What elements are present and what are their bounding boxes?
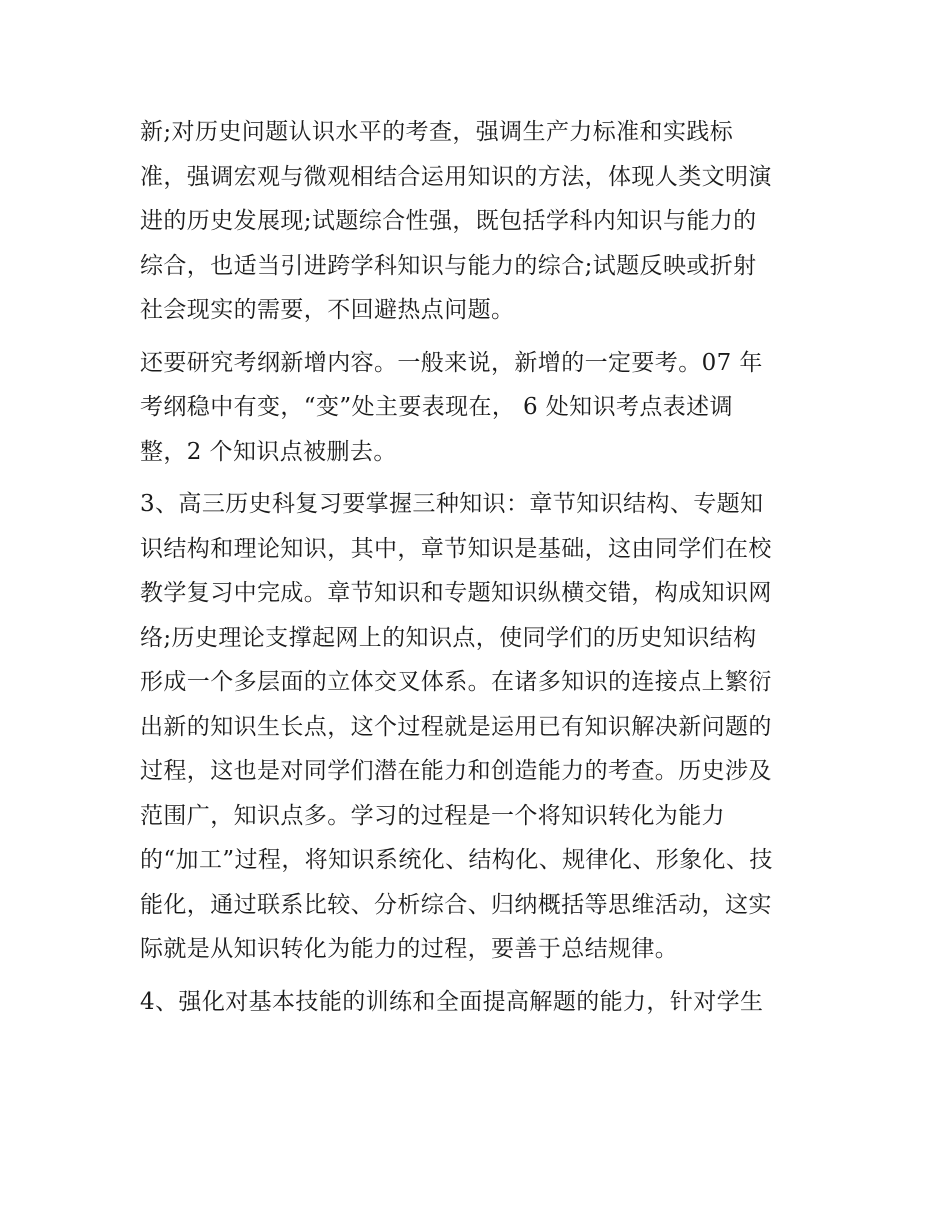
- text-line: 还要研究考纲新增内容。一般来说，新增的一定要考。07 年: [140, 349, 763, 376]
- paragraph-gap: [140, 474, 820, 482]
- text-line: 形成一个多层面的立体交叉体系。在诸多知识的连接点上繁衍: [140, 669, 772, 695]
- text-line: 能化，通过联系比较、分析综合、归纳概括等思维活动，这实: [140, 891, 772, 918]
- paragraph-gap: [140, 972, 820, 980]
- text-line: 的“加工”过程，将知识系统化、结构化、规律化、形象化、技: [140, 847, 773, 873]
- text-line: 3、高三历史科复习要掌握三种知识：章节知识结构、专题知: [140, 491, 764, 517]
- text-line: 络;历史理论支撑起网上的知识点，使同学们的历史知识结构: [140, 624, 757, 651]
- text-line: 考纲稳中有变，“变”处主要表现在， 6 处知识考点表述调: [140, 394, 733, 420]
- text-line: 综合，也适当引进跨学科知识与能力的综合;试题反映或折射: [140, 252, 757, 279]
- text-line: 际就是从知识转化为能力的过程，要善于总结规律。: [140, 936, 679, 962]
- text-line: 识结构和理论知识，其中，章节知识是基础，这由同学们在校: [140, 535, 772, 562]
- text-line: 准，强调宏观与微观相结合运用知识的方法，体现人类文明演: [140, 163, 772, 190]
- text-line: 教学复习中完成。章节知识和专题知识纵横交错，构成知识网: [140, 580, 772, 606]
- text-line: 进的历史发展现;试题综合性强，既包括学科内知识与能力的: [140, 208, 757, 234]
- text-line: 4、强化对基本技能的训练和全面提高解题的能力，针对学生: [140, 988, 764, 1015]
- text-line: 出新的知识生长点，这个过程就是运用已有知识解决新问题的: [140, 713, 772, 740]
- text-line: 整，2 个知识点被删去。: [140, 438, 397, 465]
- text-line: 过程，这也是对同学们潜在能力和创造能力的考查。历史涉及: [140, 758, 772, 784]
- body-text: [140, 110, 820, 1024]
- text-line: 新;对历史问题认识水平的考查，强调生产力标准和实践标: [140, 119, 734, 145]
- text-line: 社会现实的需要，不回避热点问题。: [140, 297, 515, 323]
- text-line: 范围广，知识点多。学习的过程是一个将知识转化为能力: [140, 802, 725, 829]
- paragraph-gap: [140, 333, 820, 341]
